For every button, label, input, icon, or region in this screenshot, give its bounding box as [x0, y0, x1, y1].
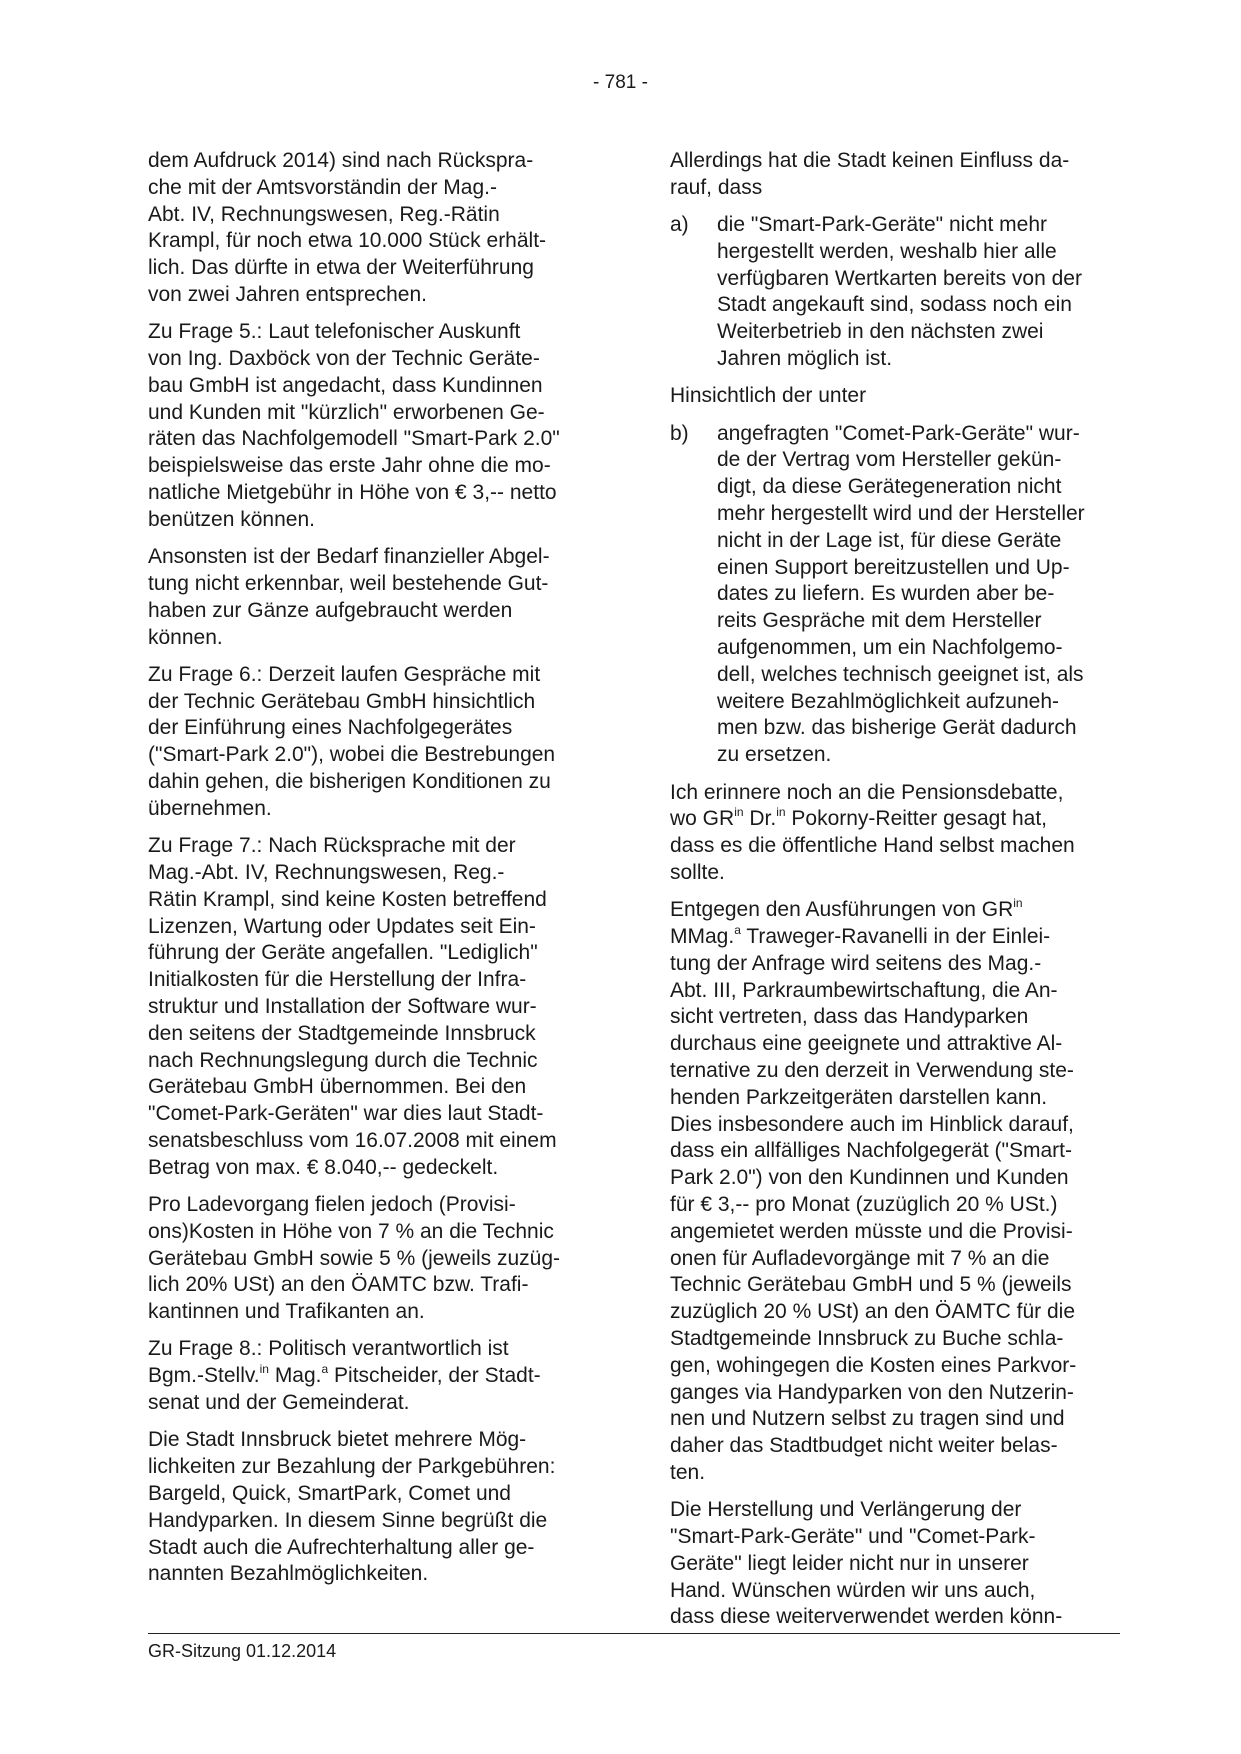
text-line: reits Gespräche mit dem Hersteller	[717, 609, 1042, 633]
text-line: zu ersetzen.	[717, 743, 832, 767]
text-line: de der Vertrag vom Hersteller gekün-	[717, 448, 1062, 472]
text-line: benützen können.	[148, 507, 315, 531]
paragraph	[148, 1192, 602, 1326]
text-line: weitere Bezahlmöglichkeit aufzuneh-	[717, 689, 1060, 713]
text-line: kantinnen und Trafikanten an.	[148, 1300, 425, 1324]
paragraph	[148, 1336, 602, 1416]
text-line: Abt. IV, Rechnungswesen, Reg.-Rätin	[148, 202, 500, 226]
page-number: - 781 -	[593, 72, 648, 93]
text-line: nannten Bezahlmöglichkeiten.	[148, 1562, 429, 1586]
text-line: Die Herstellung und Verlängerung der	[670, 1498, 1022, 1522]
footer-text: GR-Sitzung 01.12.2014	[148, 1641, 337, 1661]
text-line: den seitens der Stadtgemeinde Innsbruck	[148, 1021, 536, 1045]
text-line: die "Smart-Park-Geräte" nicht mehr	[717, 213, 1048, 237]
text-line: räten das Nachfolgemodell "Smart-Park 2.0"	[148, 427, 560, 451]
text-line: ("Smart-Park 2.0"), wobei die Bestrebungen	[148, 743, 556, 767]
text-line: Bargeld, Quick, SmartPark, Comet und	[148, 1481, 511, 1505]
text-line: nen und Nutzern selbst zu tragen sind und	[670, 1407, 1065, 1431]
text-line: bau GmbH ist angedacht, dass Kundinnen	[148, 373, 543, 397]
text-line: ternative zu den derzeit in Verwendung ste-	[670, 1059, 1074, 1082]
list-label: b)	[670, 421, 689, 445]
text-line: für € 3,-- pro Monat (zuzüglich 20 % USt.)	[670, 1192, 1058, 1216]
text-line: ganges via Handyparken von den Nutzerin-	[670, 1380, 1074, 1404]
text-line: digt, da diese Gerätegeneration nicht	[717, 475, 1062, 499]
text-line: wo $GR^{in}$ Dr.$^{in}$ Pokorny-Reitter gesagt hat,	[670, 805, 1048, 831]
text-line: dem Aufdruck 2014) sind nach Rückspra-	[148, 149, 534, 172]
text-line: Allerdings hat die Stadt keinen Einfluss da-	[670, 149, 1070, 172]
text-line: führung der Geräte angefallen. "Lediglich"	[148, 941, 538, 965]
paragraph	[670, 897, 1120, 1487]
text-line: von Ing. Daxböck von der Technic Geräte-	[148, 347, 540, 371]
text-line: rauf, dass	[670, 175, 763, 199]
text-line: Jahren möglich ist.	[717, 347, 893, 371]
text-line: "Comet-Park-Geräten" war dies laut Stadt-	[148, 1102, 544, 1126]
text-line: Weiterbetrieb in den nächsten zwei	[717, 320, 1044, 344]
text-line: dass es die öffentliche Hand selbst machen	[670, 834, 1075, 858]
text-line: henden Parkzeitgeräten darstellen kann.	[670, 1085, 1048, 1109]
text-line: mehr hergestellt wird und der Hersteller	[717, 502, 1085, 526]
text-line: Stadtgemeinde Innsbruck zu Buche schla-	[670, 1326, 1064, 1350]
text-line: einen Support bereitzustellen und Up-	[717, 555, 1070, 579]
text-line: nicht in der Lage ist, für diese Geräte	[717, 528, 1062, 552]
text-line: ten.	[670, 1460, 706, 1484]
paragraph	[670, 148, 1120, 202]
text-line: zuzüglich 20 % USt) an den ÖAMTC für die	[670, 1300, 1076, 1324]
text-line: ons)Kosten in Höhe von 7 % an die Technic	[148, 1219, 554, 1243]
list-label: a)	[670, 213, 689, 237]
paragraph	[148, 833, 602, 1181]
text-line: Stadt angekauft sind, sodass noch ein	[717, 293, 1072, 317]
text-line: men bzw. das bisherige Gerät dadurch	[717, 716, 1077, 740]
text-line: Hinsichtlich der unter	[670, 384, 867, 408]
text-line: Abt. III, Parkraumbewirtschaftung, die An-	[670, 978, 1058, 1002]
text-line: Zu Frage 6.: Derzeit laufen Gespräche mit	[148, 662, 541, 686]
text-line: lich. Das dürfte in etwa der Weiterführung	[148, 256, 534, 280]
text-line: natliche Mietgebühr in Höhe von € 3,-- netto	[148, 481, 557, 505]
text-line: dahin gehen, die bisherigen Konditionen zu	[148, 770, 551, 794]
text-line: senatsbeschluss vom 16.07.2008 mit einem	[148, 1128, 557, 1152]
list-body	[717, 212, 1120, 373]
text-line: Gerätebau GmbH übernommen. Bei den	[148, 1075, 527, 1099]
text-line: gen, wohingegen die Kosten eines Parkvor-	[670, 1353, 1077, 1377]
text-line: verfügbaren Wertkarten bereits von der	[717, 266, 1082, 290]
text-line: daher das Stadtbudget nicht weiter belas-	[670, 1434, 1058, 1458]
text-line: "Smart-Park-Geräte" und "Comet-Park-	[670, 1525, 1036, 1549]
text-line: übernehmen.	[148, 796, 272, 820]
text-line: dass diese weiterverwendet werden könn-	[670, 1605, 1063, 1629]
text-line: Die Stadt Innsbruck bietet mehrere Mög-	[148, 1428, 527, 1452]
text-line: tung der Anfrage wird seitens des Mag.-	[670, 951, 1042, 975]
text-line: Mag.-Abt. IV, Rechnungswesen, Reg.-	[148, 860, 505, 884]
text-line: nach Rechnungslegung durch die Technic	[148, 1048, 538, 1072]
paragraph	[670, 780, 1120, 887]
text-line: Zu Frage 8.: Politisch verantwortlich ist	[148, 1337, 509, 1361]
text-line: hergestellt werden, weshalb hier alle	[717, 239, 1057, 263]
paragraph	[148, 148, 602, 309]
text-line: dass ein allfälliges Nachfolgegerät ("Smart-	[670, 1139, 1072, 1163]
left-column	[148, 148, 602, 1599]
text-line: aufgenommen, um ein Nachfolgemo-	[717, 636, 1063, 660]
text-line: sicht vertreten, dass das Handyparken	[670, 1005, 1029, 1029]
text-line: struktur und Installation der Software wur-	[148, 994, 537, 1018]
list-item-b	[670, 421, 1120, 769]
text-line: dates zu liefern. Es wurden aber be-	[717, 582, 1055, 606]
text-line: angemietet werden müsste und die Provisi-	[670, 1219, 1073, 1243]
text-line: senat und der Gemeinderat.	[148, 1391, 410, 1415]
list-item-a	[670, 212, 1120, 373]
paragraph	[148, 544, 602, 651]
text-line: durchaus eine geeignete und attraktive Al-	[670, 1032, 1063, 1056]
text-line: Dies insbesondere auch im Hinblick darauf,	[670, 1112, 1074, 1136]
text-line: Initialkosten für die Herstellung der Infra-	[148, 968, 527, 992]
text-line: angefragten "Comet-Park-Geräte" wur-	[717, 421, 1080, 445]
paragraph	[148, 319, 602, 533]
text-line: Technic Gerätebau GmbH und 5 % (jeweils	[670, 1273, 1072, 1297]
paragraph	[148, 662, 602, 823]
text-line: Stadt auch die Aufrechterhaltung aller ge-	[148, 1535, 535, 1559]
paragraph	[148, 1427, 602, 1588]
text-line: beispielsweise das erste Jahr ohne die mo-	[148, 454, 551, 478]
text-line: Lizenzen, Wartung oder Updates seit Ein-	[148, 914, 536, 938]
right-column	[670, 148, 1120, 1642]
text-line: MMag.$^a$ Traweger-Ravanelli in der Einlei-	[670, 923, 1051, 949]
text-line: Gerätebau GmbH sowie 5 % (jeweils zuzüg-	[148, 1246, 561, 1270]
text-line: Entgegen den Ausführungen von $GR^{in}$	[670, 896, 1023, 922]
text-line: onen für Aufladevorgänge mit 7 % an die	[670, 1246, 1050, 1270]
text-line: dell, welches technisch geeignet ist, als	[717, 662, 1084, 686]
text-line: tung nicht erkennbar, weil bestehende Gut-	[148, 571, 549, 595]
text-line: lich 20% USt) an den ÖAMTC bzw. Trafi-	[148, 1273, 529, 1297]
text-line: lichkeiten zur Bezahlung der Parkgebühren:	[148, 1455, 556, 1479]
text-line: Rätin Krampl, sind keine Kosten betreffend	[148, 887, 547, 911]
text-line: Geräte" liegt leider nicht nur in unserer	[670, 1551, 1029, 1575]
text-line: Zu Frage 7.: Nach Rücksprache mit der	[148, 834, 516, 858]
text-line: Handyparken. In diesem Sinne begrüßt die	[148, 1508, 548, 1532]
text-line: und Kunden mit "kürzlich" erworbenen Ge-	[148, 400, 545, 424]
text-line: Ansonsten ist der Bedarf finanzieller Abgel-	[148, 545, 550, 569]
text-line: Park 2.0") von den Kundinnen und Kunden	[670, 1166, 1069, 1190]
text-line: Zu Frage 5.: Laut telefonischer Auskunft	[148, 320, 521, 344]
list-body	[717, 421, 1120, 769]
text-line: von zwei Jahren entsprechen.	[148, 282, 427, 306]
text-line: Ich erinnere noch an die Pensionsdebatte,	[670, 780, 1064, 804]
text-line: der Einführung eines Nachfolgegerätes	[148, 716, 513, 740]
text-line: haben zur Gänze aufgebraucht werden	[148, 598, 513, 622]
text-line: Pro Ladevorgang fielen jedoch (Provisi-	[148, 1192, 516, 1216]
text-line: können.	[148, 625, 223, 649]
paragraph	[670, 1497, 1120, 1631]
text-line: Krampl, für noch etwa 10.000 Stück erhält-	[148, 229, 547, 253]
footer-divider	[148, 1633, 1120, 1634]
text-line: Bgm.-Stellv.$^{in}$ Mag.$^a$ Pitscheider, der Stadt-	[148, 1362, 541, 1388]
text-line: sollte.	[670, 860, 725, 884]
text-line: der Technic Gerätebau GmbH hinsichtlich	[148, 689, 536, 713]
text-line: che mit der Amtsvorständin der Mag.-	[148, 175, 497, 199]
paragraph	[670, 383, 1120, 410]
text-line: Betrag von max. € 8.040,-- gedeckelt.	[148, 1155, 499, 1179]
text-line: Hand. Wünschen würden wir uns auch,	[670, 1578, 1036, 1602]
